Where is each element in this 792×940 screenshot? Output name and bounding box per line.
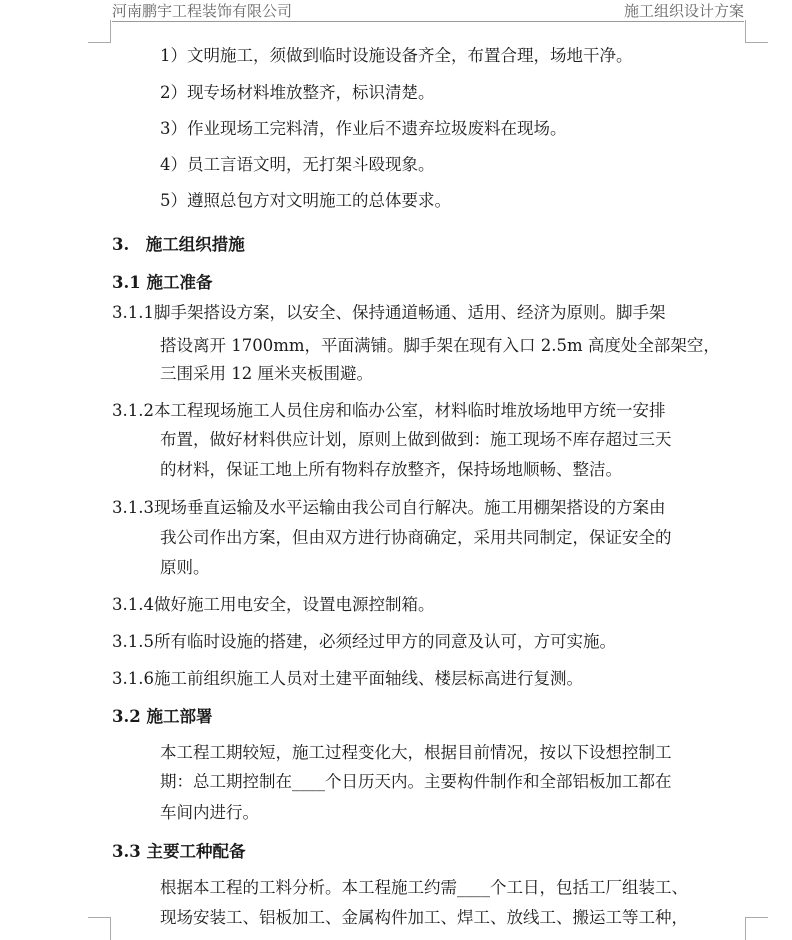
list-item-2: 2）现专场材料堆放整齐，标识清楚。 (160, 83, 435, 102)
paragraph-3-1-3-line: 3.1.3现场垂直运输及水平运输由我公司自行解决。施工用棚架搭设的方案由 (112, 498, 666, 517)
subsection-heading-3-2: 3.2 施工部署 (112, 707, 213, 726)
section-heading-3: 3. 施工组织措施 (112, 235, 245, 254)
header-rule (112, 21, 744, 22)
paragraph-3-3-line: 根据本工程的工料分析。本工程施工约需____个工日，包括工厂组装工、 (160, 878, 688, 897)
paragraph-3-1-2-line: 布置，做好材料供应计划，原则上做到做到：施工现场不库存超过三天 (160, 430, 672, 449)
paragraph-3-1-2-line: 3.1.2本工程现场施工人员住房和临办公室，材料临时堆放场地甲方统一安排 (112, 401, 666, 420)
header-doc-title: 施工组织设计方案 (623, 2, 744, 20)
paragraph-3-1-3-line: 我公司作出方案，但由双方进行协商确定，采用共同制定，保证安全的 (160, 528, 672, 547)
crop-mark-top-right (745, 20, 768, 43)
paragraph-3-1-2-line: 的材料，保证工地上所有物料存放整齐，保持场地顺畅、整洁。 (160, 460, 622, 479)
paragraph-3-1-1-line: 3.1.1脚手架搭设方案，以安全、保持通道畅通、适用、经济为原则。脚手架 (112, 303, 666, 322)
list-item-3: 3）作业现场工完料清，作业后不遗弃垃圾废料在现场。 (160, 119, 567, 138)
paragraph-3-1-1-line: 搭设离开 1700mm，平面满铺。脚手架在现有入口 2.5m 高度处全部架空， (160, 336, 720, 355)
paragraph-3-1-6: 3.1.6施工前组织施工人员对土建平面轴线、楼层标高进行复测。 (112, 669, 583, 688)
crop-mark-bottom-left (88, 917, 111, 940)
paragraph-3-2-line: 车间内进行。 (160, 803, 259, 822)
list-item-1: 1）文明施工，须做到临时设施设备齐全，布置合理，场地干净。 (160, 46, 633, 65)
header-company: 河南鹏宇工程装饰有限公司 (112, 2, 293, 20)
list-item-5: 5）遵照总包方对文明施工的总体要求。 (160, 191, 451, 210)
paragraph-3-3-line: 现场安装工、铝板加工、金属构件加工、焊工、放线工、搬运工等工种， (160, 908, 688, 927)
paragraph-3-1-1-line: 三围采用 12 厘米夹板围避。 (160, 364, 373, 383)
subsection-heading-3-1: 3.1 施工准备 (112, 273, 213, 292)
paragraph-3-2-line: 期：总工期控制在____个日历天内。主要构件制作和全部铝板加工都在 (160, 772, 672, 791)
list-item-4: 4）员工言语文明，无打架斗殴现象。 (160, 155, 435, 174)
paragraph-3-1-4: 3.1.4做好施工用电安全，设置电源控制箱。 (112, 595, 435, 614)
paragraph-3-2-line: 本工程工期较短，施工过程变化大，根据目前情况，按以下设想控制工 (160, 743, 672, 762)
page-header (0, 0, 792, 22)
paragraph-3-1-5: 3.1.5所有临时设施的搭建，必须经过甲方的同意及认可，方可实施。 (112, 632, 616, 651)
crop-mark-bottom-right (745, 917, 768, 940)
paragraph-3-1-3-line: 原则。 (160, 558, 210, 577)
subsection-heading-3-3: 3.3 主要工种配备 (112, 842, 246, 861)
crop-mark-top-left (88, 20, 111, 43)
